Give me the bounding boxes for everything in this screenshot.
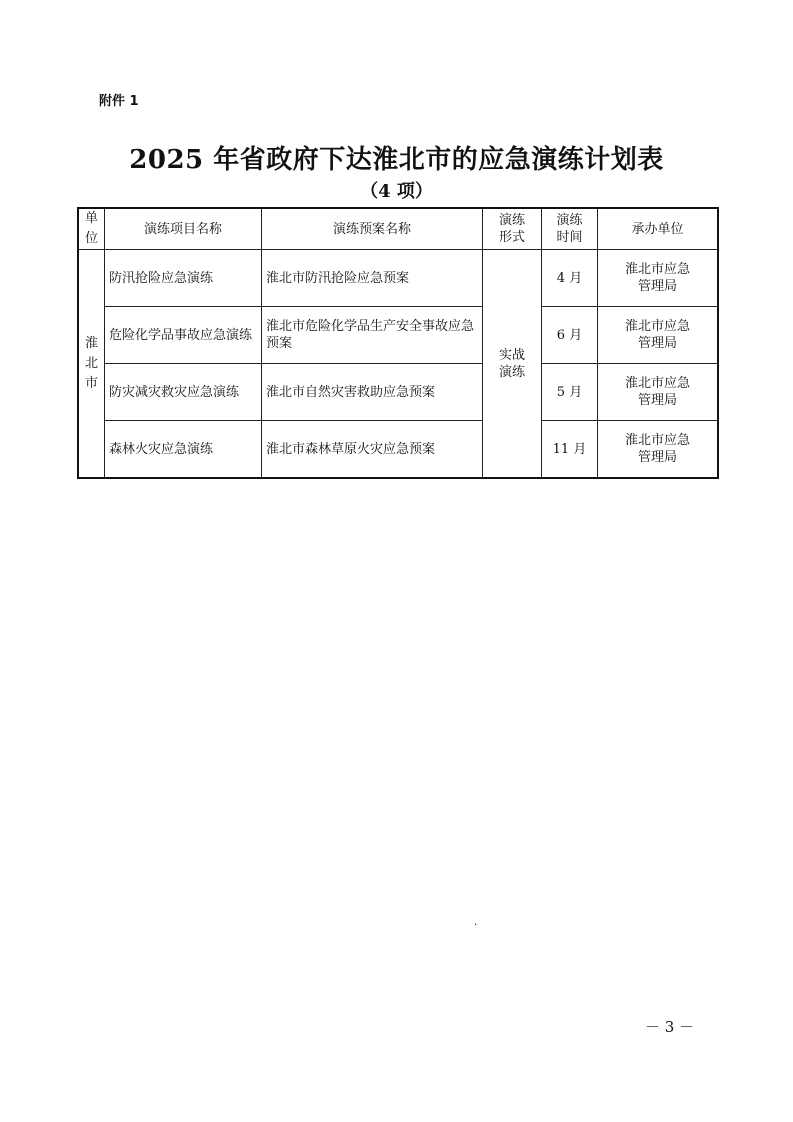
header-org: 承办单位	[598, 208, 719, 250]
document-subtitle: （4 项）	[360, 181, 433, 202]
attachment-label: 附件 1	[99, 94, 139, 109]
table-header-row	[78, 208, 718, 250]
header-unit: 单位	[78, 208, 105, 250]
form-cell: 实战演练	[483, 250, 542, 479]
plan-cell: 淮北市危险化学品生产安全事故应急预案	[262, 307, 483, 364]
time-cell: 4 月	[542, 250, 598, 307]
plan-cell: 淮北市森林草原火灾应急预案	[262, 421, 483, 479]
org-cell: 淮北市应急管理局	[598, 250, 719, 307]
drill-plan-table	[77, 207, 719, 479]
table-row	[78, 364, 718, 421]
time-cell: 5 月	[542, 364, 598, 421]
header-item: 演练项目名称	[105, 208, 262, 250]
unit-cell: 淮北市	[78, 250, 105, 479]
item-cell: 防灾减灾救灾应急演练	[105, 364, 262, 421]
plan-cell: 淮北市自然灾害救助应急预案	[262, 364, 483, 421]
time-cell: 6 月	[542, 307, 598, 364]
page-number: － 3 －	[645, 1018, 695, 1036]
time-cell: 11 月	[542, 421, 598, 479]
item-cell: 森林火灾应急演练	[105, 421, 262, 479]
table-row	[78, 421, 718, 479]
org-cell: 淮北市应急管理局	[598, 307, 719, 364]
table-row	[78, 250, 718, 307]
item-cell: 危险化学品事故应急演练	[105, 307, 262, 364]
plan-cell: 淮北市防汛抢险应急预案	[262, 250, 483, 307]
header-plan: 演练预案名称	[262, 208, 483, 250]
document-title: 2025 年省政府下达淮北市的应急演练计划表	[129, 145, 664, 175]
org-cell: 淮北市应急管理局	[598, 364, 719, 421]
stray-mark: ·	[474, 920, 478, 931]
org-cell: 淮北市应急管理局	[598, 421, 719, 479]
item-cell: 防汛抢险应急演练	[105, 250, 262, 307]
header-time: 演练时间	[542, 208, 598, 250]
header-form: 演练形式	[483, 208, 542, 250]
table-row	[78, 307, 718, 364]
